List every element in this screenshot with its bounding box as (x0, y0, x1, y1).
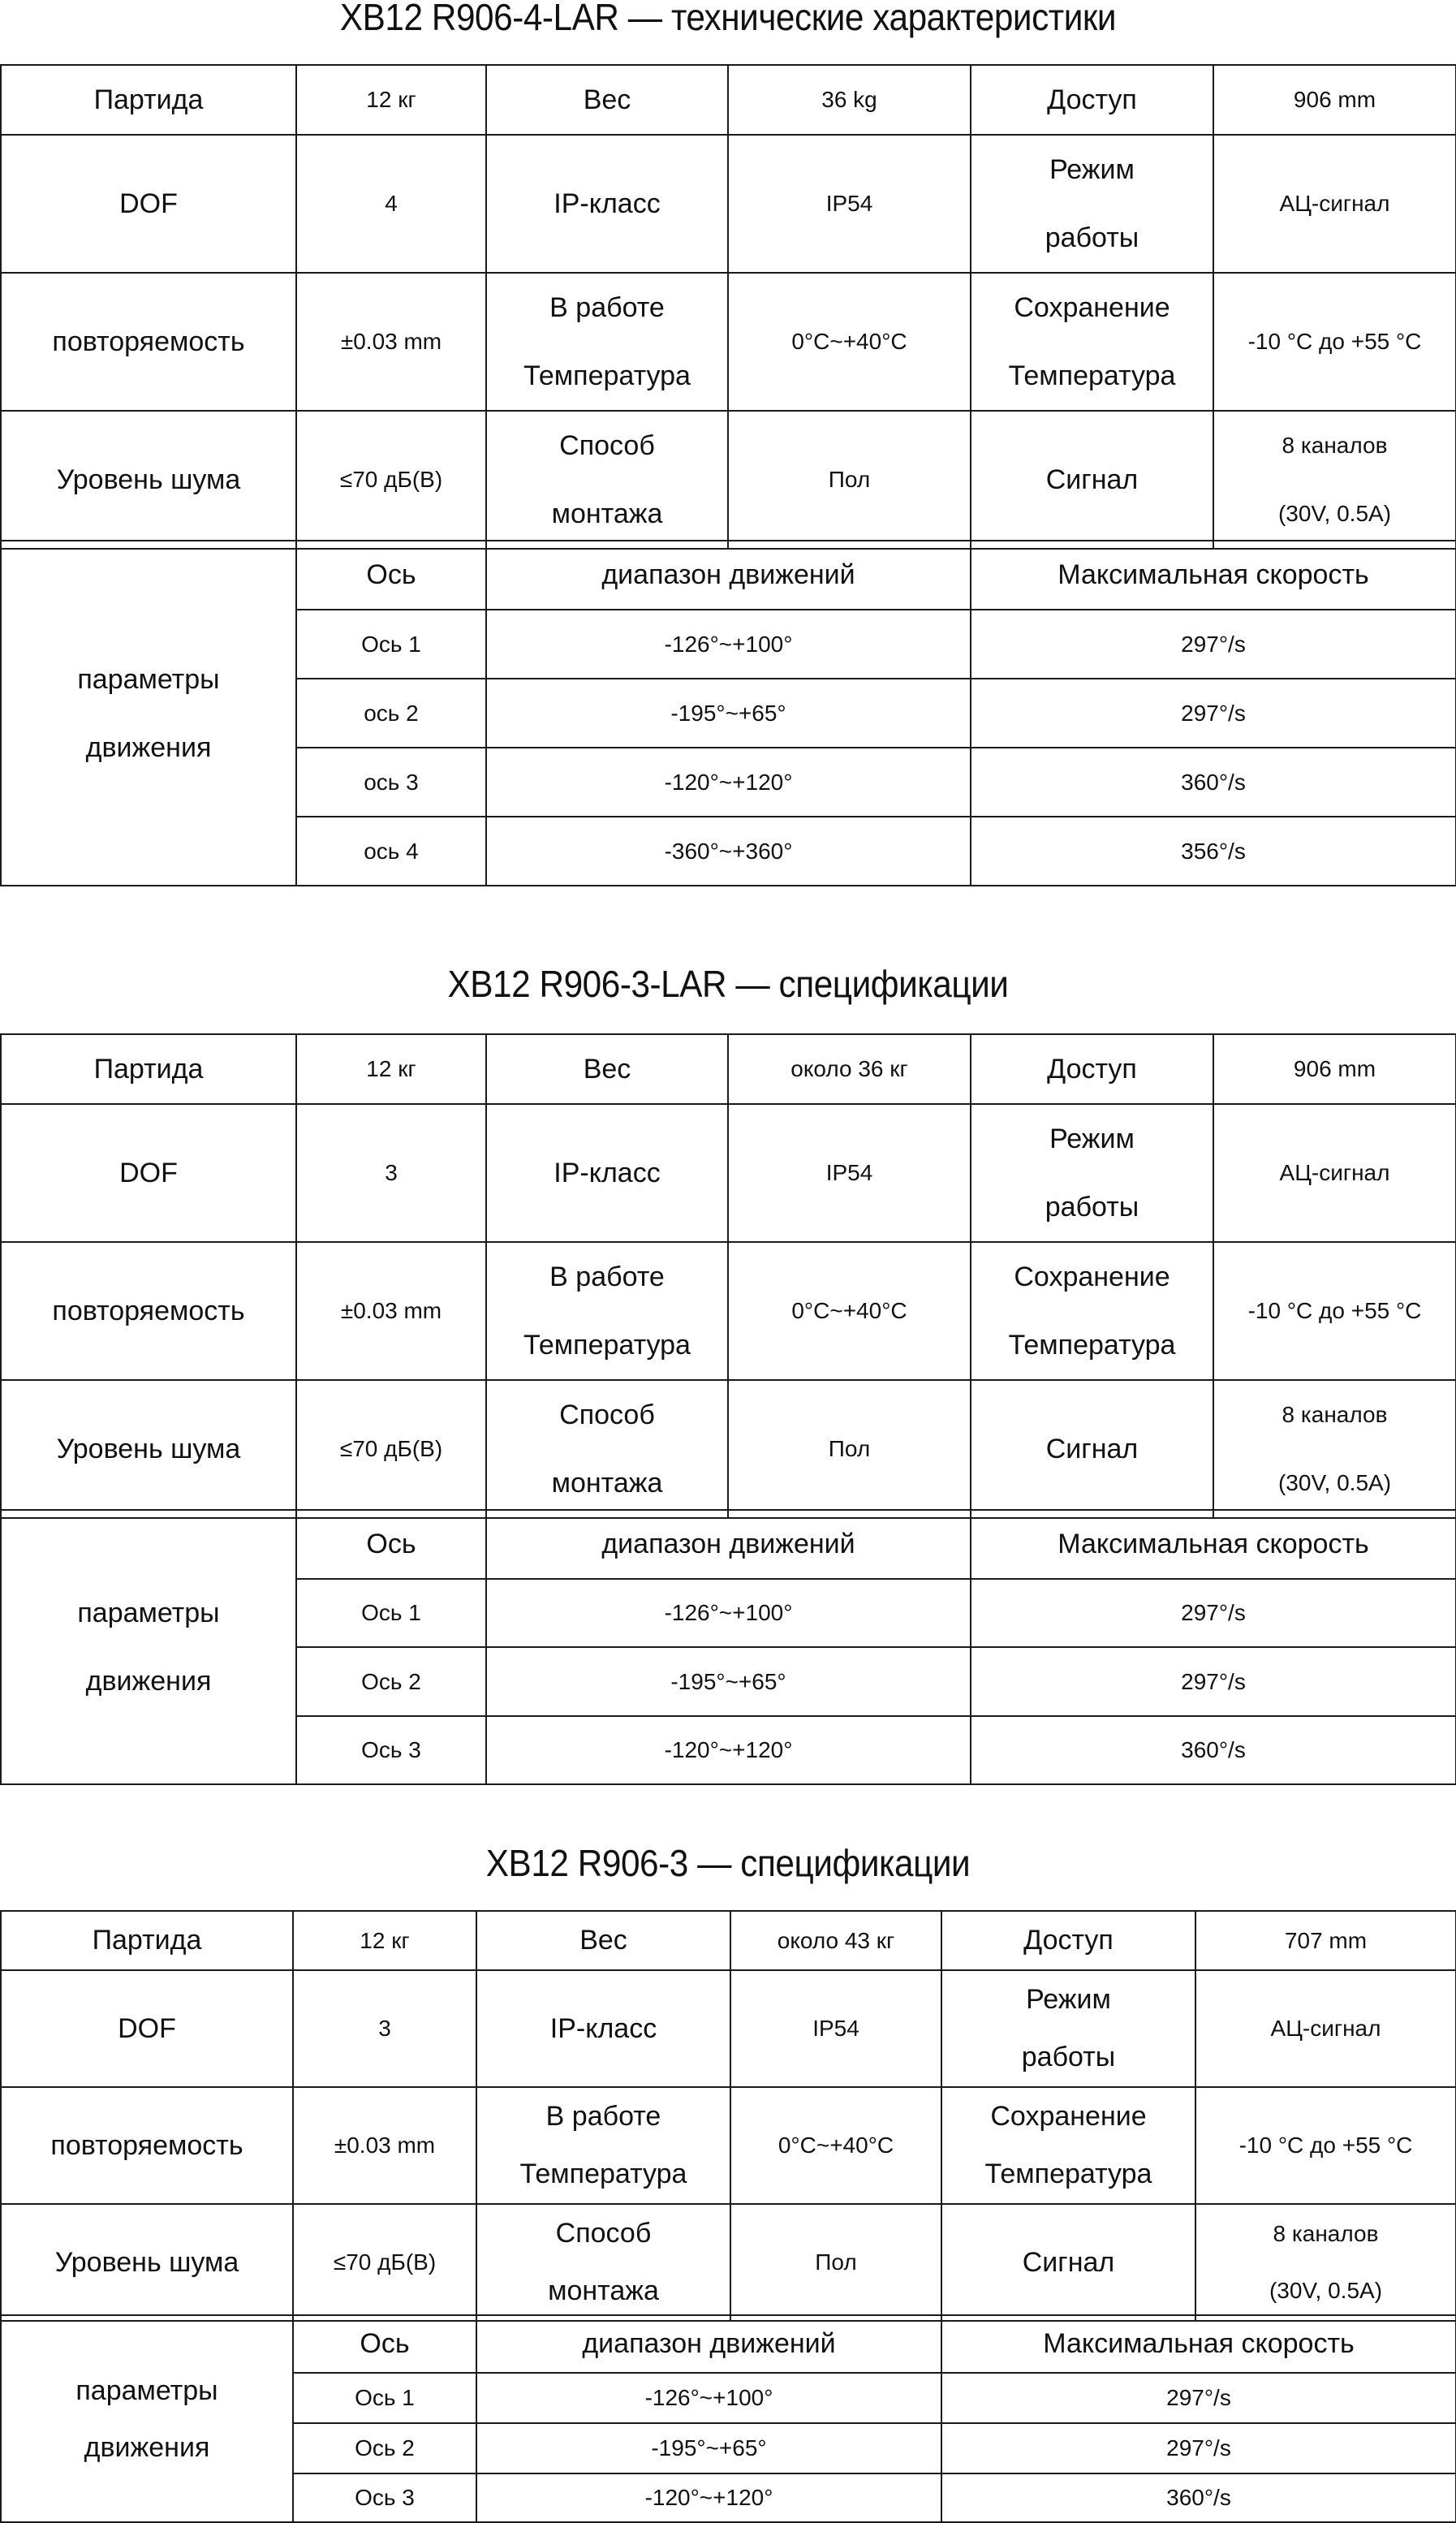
value-weight: 36 kg (728, 65, 971, 135)
spec-row (1, 1380, 1456, 1518)
spec-row (1, 1970, 1456, 2087)
label-weight: Вес (486, 1034, 728, 1104)
value-operating-temperature: 0°C~+40°C (730, 2087, 941, 2204)
label-reach: Доступ (941, 1911, 1195, 1970)
value-signal (1195, 2204, 1456, 2321)
label-storage-temperature-line2: Температура (1008, 1330, 1176, 1361)
label-dof: DOF (1, 1970, 293, 2087)
label-mounting-line1: Способ (555, 2218, 652, 2249)
value-weight: около 43 кг (730, 1911, 941, 1970)
value-dof: 3 (296, 1104, 486, 1242)
axis-name: Ось 2 (296, 1647, 486, 1716)
spec-row (1, 411, 1456, 549)
motion-header-row (1, 2315, 1456, 2373)
label-storage-temperature-line1: Сохранение (1014, 1262, 1170, 1292)
spec-row (1, 135, 1456, 273)
axis-speed: 297°/s (941, 2423, 1456, 2473)
value-mounting: Пол (730, 2204, 941, 2321)
axis-name: Ось 1 (293, 2373, 476, 2423)
value-noise-level: ≤70 дБ(В) (293, 2204, 476, 2321)
axis-speed: 297°/s (971, 1647, 1456, 1716)
value-dof: 4 (296, 135, 486, 273)
label-storage-temperature-line2: Температура (984, 2159, 1152, 2189)
label-motion-parameters-line1: параметры (75, 2374, 218, 2406)
label-motion-parameters-line2: движения (85, 1666, 212, 1697)
label-operating-mode-line1: Режим (1026, 1984, 1111, 2015)
axis-speed: 360°/s (971, 1716, 1456, 1784)
axis-speed: 297°/s (971, 1579, 1456, 1647)
value-mounting: Пол (728, 411, 971, 549)
value-batch: 12 кг (296, 65, 486, 135)
value-operating-mode: АЦ-сигнал (1195, 1970, 1456, 2087)
spec-row (1, 1911, 1456, 1970)
axis-range: -120°~+120° (476, 2473, 941, 2522)
axis-range: -120°~+120° (486, 1716, 971, 1784)
value-ip-class: IP54 (728, 135, 971, 273)
value-storage-temperature: -10 °C до +55 °C (1213, 273, 1456, 411)
label-operating-temperature-line2: Температура (519, 2159, 687, 2189)
label-mounting (486, 1380, 728, 1518)
motion-header-row (1, 541, 1456, 610)
axis-range: -195°~+65° (476, 2423, 941, 2473)
motion-table-r906-4-lar (0, 540, 1456, 886)
label-reach: Доступ (971, 65, 1213, 135)
label-batch: Партида (1, 1911, 293, 1970)
header-axis: Ось (296, 541, 486, 610)
label-dof: DOF (1, 1104, 296, 1242)
label-storage-temperature-line1: Сохранение (990, 2101, 1147, 2132)
label-ip-class: IP-класс (476, 1970, 730, 2087)
header-max-speed: Максимальная скорость (941, 2315, 1456, 2373)
label-operating-mode (971, 135, 1213, 273)
axis-name: ось 3 (296, 748, 486, 817)
value-signal (1213, 411, 1456, 549)
value-ip-class: IP54 (728, 1104, 971, 1242)
label-operating-temperature-line2: Температура (523, 1330, 691, 1361)
label-mounting-line1: Способ (559, 1400, 655, 1430)
value-operating-mode: АЦ-сигнал (1213, 1104, 1456, 1242)
spec-row (1, 1242, 1456, 1380)
label-operating-temperature-line1: В работе (549, 1262, 665, 1292)
label-reach: Доступ (971, 1034, 1213, 1104)
value-reach: 707 mm (1195, 1911, 1456, 1970)
value-storage-temperature: -10 °C до +55 °C (1195, 2087, 1456, 2204)
label-motion-parameters (1, 541, 296, 886)
label-storage-temperature-line1: Сохранение (1014, 292, 1170, 323)
label-operating-temperature-line1: В работе (545, 2101, 661, 2132)
spec-row (1, 1034, 1456, 1104)
value-reach: 906 mm (1213, 65, 1456, 135)
axis-name: Ось 3 (293, 2473, 476, 2522)
motion-table-r906-3 (0, 2314, 1456, 2523)
axis-range: -195°~+65° (486, 1647, 971, 1716)
header-range: диапазон движений (486, 1510, 971, 1579)
motion-header-row (1, 1510, 1456, 1579)
header-axis: Ось (293, 2315, 476, 2373)
axis-speed: 297°/s (941, 2373, 1456, 2423)
value-reach: 906 mm (1213, 1034, 1456, 1104)
label-storage-temperature (941, 2087, 1195, 2204)
axis-range: -126°~+100° (476, 2373, 941, 2423)
label-signal: Сигнал (941, 2204, 1195, 2321)
value-operating-temperature: 0°C~+40°C (728, 1242, 971, 1380)
label-mounting (476, 2204, 730, 2321)
label-weight: Вес (486, 65, 728, 135)
value-noise-level: ≤70 дБ(В) (296, 411, 486, 549)
label-operating-temperature-line1: В работе (549, 292, 665, 323)
value-weight: около 36 кг (728, 1034, 971, 1104)
label-mounting-line2: монтажа (551, 1468, 663, 1499)
label-ip-class: IP-класс (486, 135, 728, 273)
value-signal-line2: (30V, 0.5A) (1277, 1470, 1392, 1495)
value-signal-line1: 8 каналов (1282, 1402, 1388, 1427)
axis-range: -126°~+100° (486, 1579, 971, 1647)
label-operating-mode (971, 1104, 1213, 1242)
label-signal: Сигнал (971, 411, 1213, 549)
spec-table-r906-3-lar (0, 1033, 1456, 1519)
header-range: диапазон движений (476, 2315, 941, 2373)
label-motion-parameters (1, 1510, 296, 1784)
header-range: диапазон движений (486, 541, 971, 610)
axis-range: -120°~+120° (486, 748, 971, 817)
value-batch: 12 кг (296, 1034, 486, 1104)
label-ip-class: IP-класс (486, 1104, 728, 1242)
label-signal: Сигнал (971, 1380, 1213, 1518)
spec-row (1, 2204, 1456, 2321)
label-motion-parameters-line1: параметры (77, 1598, 220, 1628)
axis-name: Ось 2 (293, 2423, 476, 2473)
axis-speed: 356°/s (971, 817, 1456, 886)
header-axis: Ось (296, 1510, 486, 1579)
label-motion-parameters-line2: движения (84, 2431, 210, 2463)
spec-title-r906-4-lar: XB12 R906-4-LAR — технические характеристики (339, 0, 1117, 38)
value-noise-level: ≤70 дБ(В) (296, 1380, 486, 1518)
axis-range: -126°~+100° (486, 610, 971, 679)
axis-speed: 360°/s (971, 748, 1456, 817)
label-operating-mode-line2: работы (1045, 1192, 1139, 1223)
value-repeatability: ±0.03 mm (296, 1242, 486, 1380)
axis-name: ось 2 (296, 679, 486, 748)
value-signal-line1: 8 каналов (1273, 2221, 1379, 2246)
label-noise-level: Уровень шума (1, 2204, 293, 2321)
label-motion-parameters-line2: движения (85, 731, 212, 763)
value-operating-mode: АЦ-сигнал (1213, 135, 1456, 273)
axis-name: ось 4 (296, 817, 486, 886)
label-operating-temperature (486, 1242, 728, 1380)
label-weight: Вес (476, 1911, 730, 1970)
axis-speed: 360°/s (941, 2473, 1456, 2522)
label-dof: DOF (1, 135, 296, 273)
spec-title-r906-3-lar: XB12 R906-3-LAR — спецификации (447, 963, 1009, 1005)
label-mounting-line2: монтажа (551, 498, 663, 529)
value-signal-line2: (30V, 0.5A) (1277, 501, 1392, 526)
axis-range: -360°~+360° (486, 817, 971, 886)
value-operating-temperature: 0°C~+40°C (728, 273, 971, 411)
label-mounting-line1: Способ (559, 430, 655, 461)
header-max-speed: Максимальная скорость (971, 541, 1456, 610)
label-noise-level: Уровень шума (1, 411, 296, 549)
value-signal-line2: (30V, 0.5A) (1269, 2278, 1383, 2303)
axis-name: Ось 1 (296, 610, 486, 679)
value-signal-line1: 8 каналов (1282, 433, 1388, 458)
label-storage-temperature (971, 1242, 1213, 1380)
label-mounting (486, 411, 728, 549)
spec-title-r906-3: XB12 R906-3 — спецификации (485, 1842, 971, 1884)
value-signal (1213, 1380, 1456, 1518)
label-operating-temperature-line2: Температура (523, 360, 691, 391)
label-operating-mode-line1: Режим (1049, 1123, 1135, 1154)
spec-row (1, 273, 1456, 411)
value-batch: 12 кг (293, 1911, 476, 1970)
label-storage-temperature-line2: Температура (1008, 360, 1176, 391)
label-storage-temperature (971, 273, 1213, 411)
header-max-speed: Максимальная скорость (971, 1510, 1456, 1579)
motion-table-r906-3-lar (0, 1509, 1456, 1785)
spec-row (1, 2087, 1456, 2204)
spec-table-r906-4-lar (0, 64, 1456, 550)
value-mounting: Пол (728, 1380, 971, 1518)
value-ip-class: IP54 (730, 1970, 941, 2087)
axis-name: Ось 1 (296, 1579, 486, 1647)
label-operating-temperature (476, 2087, 730, 2204)
label-mounting-line2: монтажа (548, 2275, 659, 2306)
spec-row (1, 1104, 1456, 1242)
label-motion-parameters-line1: параметры (77, 663, 220, 695)
label-motion-parameters (1, 2315, 293, 2522)
axis-range: -195°~+65° (486, 679, 971, 748)
axis-name: Ось 3 (296, 1716, 486, 1784)
label-batch: Партида (1, 65, 296, 135)
value-storage-temperature: -10 °C до +55 °C (1213, 1242, 1456, 1380)
label-batch: Партида (1, 1034, 296, 1104)
label-noise-level: Уровень шума (1, 1380, 296, 1518)
label-operating-mode-line1: Режим (1049, 154, 1135, 185)
value-repeatability: ±0.03 mm (293, 2087, 476, 2204)
label-repeatability: повторяемость (1, 1242, 296, 1380)
label-operating-temperature (486, 273, 728, 411)
label-operating-mode-line2: работы (1021, 2042, 1116, 2072)
value-repeatability: ±0.03 mm (296, 273, 486, 411)
spec-table-r906-3 (0, 1910, 1456, 2322)
spec-row (1, 65, 1456, 135)
axis-speed: 297°/s (971, 679, 1456, 748)
label-operating-mode-line2: работы (1045, 222, 1139, 253)
label-operating-mode (941, 1970, 1195, 2087)
axis-speed: 297°/s (971, 610, 1456, 679)
label-repeatability: повторяемость (1, 273, 296, 411)
label-repeatability: повторяемость (1, 2087, 293, 2204)
value-dof: 3 (293, 1970, 476, 2087)
